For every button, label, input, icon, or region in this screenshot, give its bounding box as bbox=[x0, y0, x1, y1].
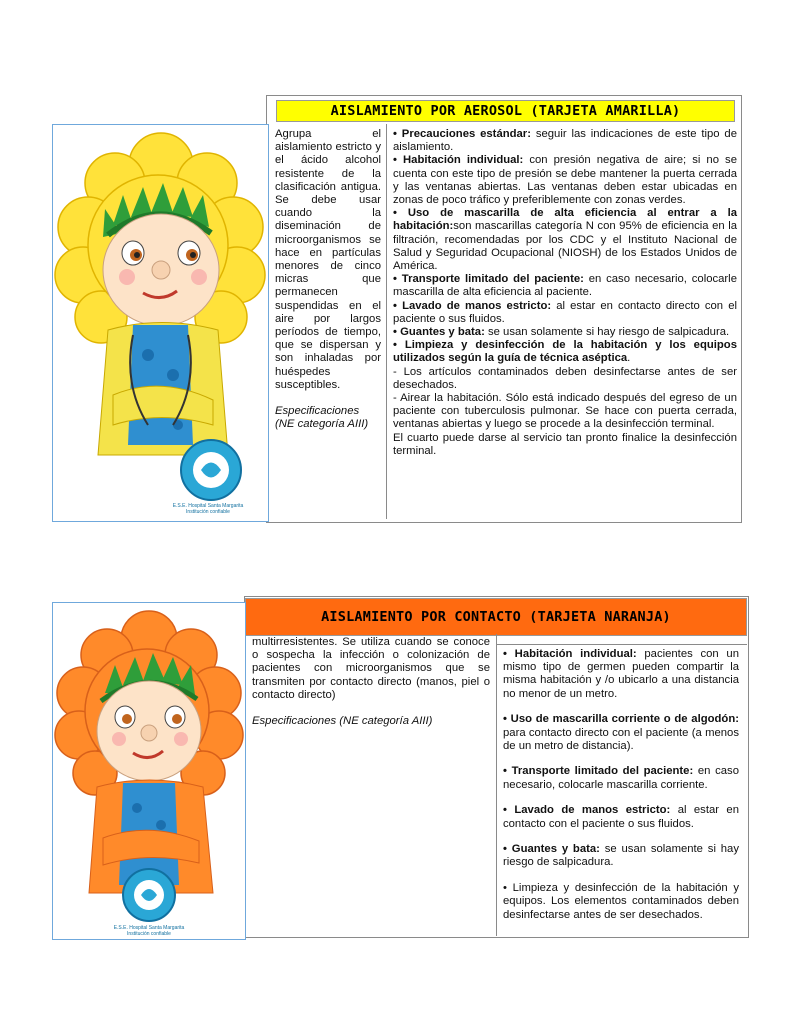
card2-measure-item bbox=[503, 843, 739, 869]
card-contact-top-rule bbox=[496, 644, 747, 645]
logo-caption bbox=[153, 503, 263, 515]
measure-label: • Guantes y bata: bbox=[503, 843, 600, 856]
logo-line1-2: E.S.E. Hospital Santa Margarita bbox=[113, 925, 185, 931]
card1-measure-item bbox=[393, 432, 737, 458]
measure-label: • Limpieza y desinfección de la habitación y los equipos utilizados según la guía de técnica aséptica bbox=[393, 339, 737, 365]
illustration-yellow-character bbox=[52, 124, 269, 522]
card1-measure-item bbox=[393, 128, 737, 154]
measure-text: con presión negativa de aire; si no se cuenta con este tipo de presión se debe mantener la puerta cerrada y las ventanas abiertas. Las ventanas deben estar ubicadas en zonas de poco tráfico y preferiblemente con zonas verdes. bbox=[393, 154, 737, 207]
measure-text: al estar en contacto con el paciente o sus fluidos. bbox=[503, 804, 739, 830]
card-aerosol-description bbox=[275, 128, 381, 431]
card1-measure-item bbox=[393, 366, 737, 392]
contact-specifications: Especificaciones (NE categoría AIII) bbox=[252, 714, 433, 727]
card1-measure-item bbox=[393, 273, 737, 299]
measure-label: • Lavado de manos estricto: bbox=[503, 804, 671, 817]
measure-label: • Uso de mascarilla corriente o de algodón: bbox=[503, 713, 739, 726]
measure-text: son mascarillas categoría N con 95% de eficiencia en la filtración, recomendadas por los CDC y el Instituto Nacional de Salud y Seguridad Ocupacional (NIOSH) de los Estados Unidos de América. bbox=[393, 220, 737, 273]
contact-description-text: multirresistentes. Se utiliza cuando se conoce o sospecha la infección o colonización de pacientes con microorganismos que se transmiten por contacto directo (manos, piel o contacto directo) bbox=[252, 636, 490, 701]
measure-text: para contacto directo con el paciente (a menos de un metro de distancia). bbox=[503, 726, 739, 752]
card1-measure-item bbox=[393, 326, 737, 339]
logo-caption-2 bbox=[93, 925, 205, 937]
illustration-orange-character bbox=[52, 602, 246, 940]
measure-text: - Airear la habitación. Sólo está indicado después del egreso de un paciente con tuberculosis pulmonar. Se hace con puerta cerrada, ventanas abiertas y luego se procede a la desinfección terminal. bbox=[393, 392, 737, 431]
card1-measure-item bbox=[393, 207, 737, 273]
measure-text: seguir las indicaciones de este tipo de aislamiento. bbox=[393, 128, 737, 154]
card2-measure-item bbox=[503, 765, 739, 791]
measure-label: • Lavado de manos estricto: bbox=[393, 299, 552, 312]
measure-label: • Precauciones estándar: bbox=[393, 128, 531, 140]
measure-text: - Los artículos contaminados deben desinfectarse antes de ser desechados. bbox=[393, 365, 737, 391]
card1-measure-item bbox=[393, 339, 737, 365]
measure-text: • Limpieza y desinfección de la habitación y equipos. Los elementos contaminados deben desinfectarse antes de ser desechados. bbox=[503, 882, 739, 921]
card2-measure-item bbox=[503, 713, 739, 753]
measure-label: • Transporte limitado del paciente: bbox=[503, 765, 694, 778]
measure-label: • Habitación individual: bbox=[393, 154, 524, 167]
card2-measure-item bbox=[503, 882, 739, 922]
card1-measure-item bbox=[393, 154, 737, 207]
measure-label: • Uso de mascarilla de alta eficiencia al entrar a la habitación: bbox=[393, 207, 737, 233]
measure-text: en caso necesario, colocarle mascarilla corriente. bbox=[503, 765, 739, 791]
yellow-character-icon bbox=[53, 125, 268, 521]
aerosol-description-text: Agrupa el aislamiento estricto y el ácido alcohol resistente de la clasificación antigua. Se debe usar cuando la diseminación de microorganismos se hace en partículas menores de cinco micras que permanecen suspendidas en el aire por largos períodos de tiempo, que se dispersan y son inhaladas por huéspedes susceptibles. bbox=[275, 128, 381, 391]
measure-label: • Guantes y bata: bbox=[393, 326, 485, 339]
logo-line1: E.S.E. Hospital Santa Margarita bbox=[172, 503, 244, 509]
card-aerosol-measures bbox=[393, 128, 737, 458]
measure-text: al estar en contacto directo con el paciente o sus fluidos. bbox=[393, 299, 737, 325]
measure-text: en caso necesario, colocarle mascarilla de alta eficiencia al paciente. bbox=[393, 273, 737, 299]
logo-line2: Institución confiable bbox=[186, 509, 230, 515]
orange-character-icon bbox=[53, 603, 245, 939]
measure-text: se usan solamente si hay riesgo de salpicadura. bbox=[503, 843, 739, 869]
card2-measure-item bbox=[503, 648, 739, 701]
measure-text: El cuarto puede darse al servicio tan pronto finalice la desinfección terminal. bbox=[393, 431, 737, 457]
measure-label: • Habitación individual: bbox=[503, 648, 637, 660]
logo-line2-2: Institución confiable bbox=[127, 931, 171, 937]
card-contact-measures bbox=[503, 648, 739, 922]
card-contact-divider bbox=[496, 634, 497, 936]
card-contact-title: AISLAMIENTO POR CONTACTO (TARJETA NARANJA) bbox=[245, 598, 747, 636]
card1-measure-item bbox=[393, 392, 737, 432]
measure-text: pacientes con un mismo tipo de germen pueden compartir la misma habitación y /o ubicarlo a una distancia no menor de un metro. bbox=[503, 648, 739, 700]
card-contact-description bbox=[252, 636, 490, 728]
measure-text: . bbox=[627, 352, 631, 365]
measure-label: • Transporte limitado del paciente: bbox=[393, 273, 584, 286]
card-aerosol-title: AISLAMIENTO POR AEROSOL (TARJETA AMARILLA) bbox=[276, 100, 735, 122]
card-aerosol-divider bbox=[386, 124, 387, 519]
aerosol-specifications: Especificaciones (NE categoría AIII) bbox=[275, 404, 369, 430]
measure-text: se usan solamente si hay riesgo de salpicadura. bbox=[484, 326, 730, 339]
card1-measure-item bbox=[393, 300, 737, 326]
card2-measure-item bbox=[503, 804, 739, 830]
